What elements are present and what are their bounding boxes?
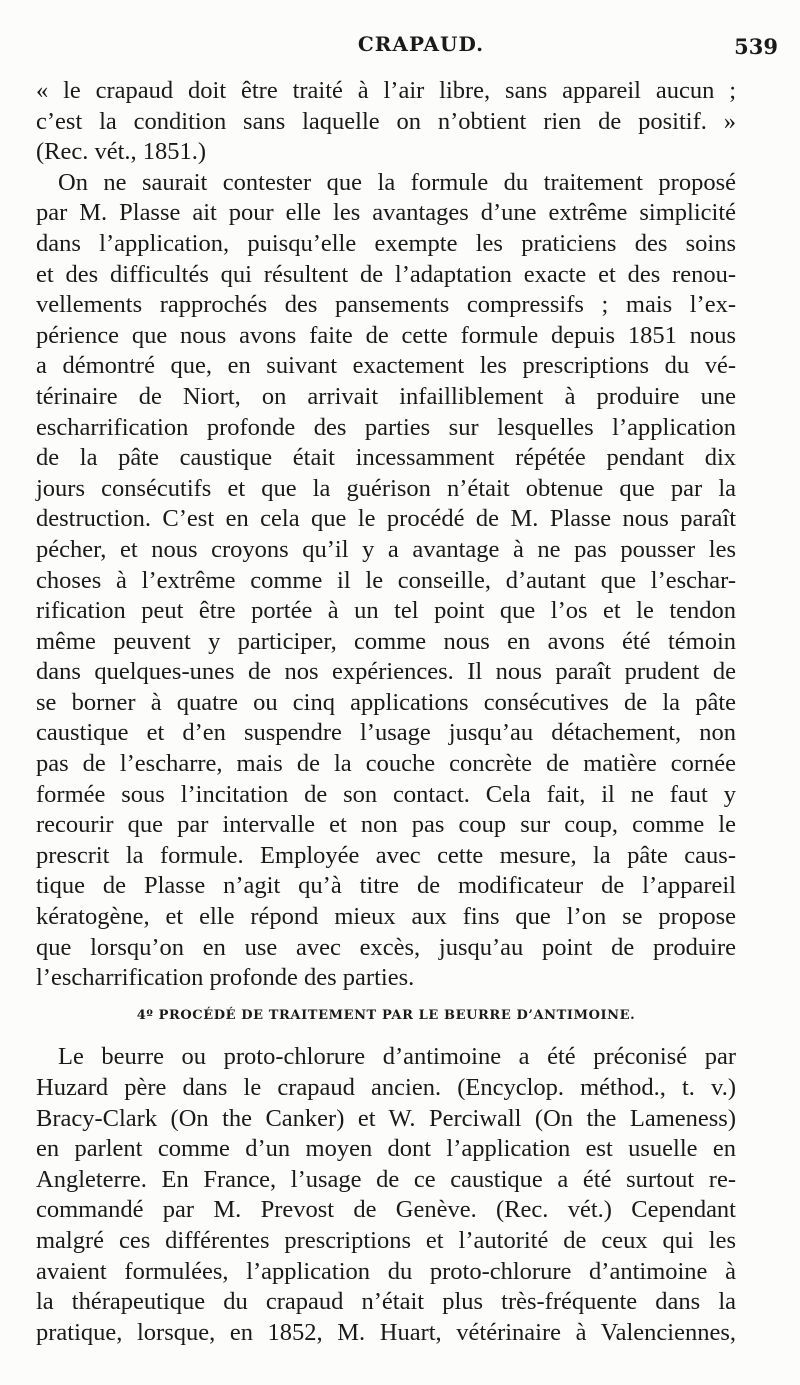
text-line: On ne saurait contester que la formule du traitement proposé <box>58 168 736 196</box>
text-line: c’est la condition sans laquelle on n’obtient rien de positif. » <box>36 107 736 135</box>
text-line: pécher, et nous croyons qu’il y a avantage à ne pas pousser les <box>36 535 736 563</box>
text-line: caustique et d’en suspendre l’usage jusqu’au détachement, non <box>36 719 736 747</box>
text-line: jours consécutifs et que la guérison n’était obtenue que par la <box>36 474 736 502</box>
text-line: Huzard père dans le crapaud ancien. (Encyclop. méthod., t. v.) <box>36 1074 736 1101</box>
text-line: rification peut être portée à un tel point que l’os et le tendon <box>36 597 736 625</box>
text-line: destruction. C’est en cela que le procédé de M. Plasse nous paraît <box>36 505 736 533</box>
running-head: CRAPAUD. <box>357 32 485 56</box>
text-line: malgré ces différentes prescriptions et l’autorité de ceux qui les <box>36 1226 736 1254</box>
text-line: l’escharrification profonde des parties. <box>36 964 415 992</box>
text-line: térinaire de Niort, on arrivait infailliblement à produire une <box>36 382 736 410</box>
text-line: même peuvent y participer, comme nous en avons été témoin <box>36 627 736 655</box>
text-line: Angleterre. En France, l’usage de ce caustique a été surtout re- <box>36 1165 736 1193</box>
text-line: prescrit la formule. Employée avec cette mesure, la pâte caus- <box>36 841 736 869</box>
text-line: la thérapeutique du crapaud n’était plus très-fréquente dans la <box>36 1288 736 1316</box>
text-line: par M. Plasse ait pour elle les avantages d’une extrême simplicité <box>36 199 736 227</box>
section-heading: 4º PROCÉDÉ DE TRAITEMENT PAR LE BEURRE D’ANTIMOINE. <box>136 1007 636 1023</box>
text-line: en parlent comme d’un moyen dont l’application est usuelle en <box>36 1135 736 1163</box>
text-line: « le crapaud doit être traité à l’air libre, sans appareil aucun ; <box>36 77 736 104</box>
text-line: formée sous l’incitation de son contact. Cela fait, il ne faut y <box>36 780 736 808</box>
text-line: tique de Plasse n’agit qu’à titre de modificateur de l’appareil <box>36 872 736 900</box>
text-line: dans l’application, puisqu’elle exempte les praticiens des soins <box>36 229 736 257</box>
page-number: 539 <box>734 34 778 59</box>
body-text <box>36 76 736 1348</box>
text-line: que lorsqu’on en use avec excès, jusqu’au point de produire <box>36 933 736 961</box>
text-line: Bracy-Clark (On the Canker) et W. Perciwall (On the Lameness) <box>36 1104 736 1132</box>
text-line: Le beurre ou proto-chlorure d’antimoine a été préconisé par <box>58 1043 736 1071</box>
text-line: avaient formulées, l’application du proto-chlorure d’antimoine à <box>36 1257 736 1285</box>
page-header <box>36 32 786 66</box>
text-line: (Rec. vét., 1851.) <box>36 138 207 166</box>
text-line: commandé par M. Prevost de Genève. (Rec. vét.) Cependant <box>36 1196 736 1224</box>
text-line: se borner à quatre ou cinq applications consécutives de la pâte <box>36 688 736 716</box>
text-line: choses à l’extrême comme il le conseille, d’autant que l’eschar- <box>36 566 736 594</box>
text-line: et des difficultés qui résultent de l’adaptation exacte et des renou- <box>36 260 736 288</box>
text-line: de la pâte caustique était incessamment répétée pendant dix <box>36 444 736 472</box>
text-line: dans quelques-unes de nos expériences. Il nous paraît prudent de <box>36 658 736 686</box>
text-line: escharrification profonde des parties sur lesquelles l’application <box>36 413 736 441</box>
text-line: pratique, lorsque, en 1852, M. Huart, vétérinaire à Valenciennes, <box>36 1318 736 1346</box>
text-line: kératogène, et elle répond mieux aux fins que l’on se propose <box>36 903 736 931</box>
text-line: recourir que par intervalle et non pas coup sur coup, comme le <box>36 811 736 839</box>
text-line: périence que nous avons faite de cette formule depuis 1851 nous <box>36 321 736 349</box>
text-line: pas de l’escharre, mais de la couche concrète de matière cornée <box>36 750 736 778</box>
text-line: vellements rapprochés des pansements compressifs ; mais l’ex- <box>36 291 736 319</box>
text-line: a démontré que, en suivant exactement les prescriptions du vé- <box>36 352 736 380</box>
